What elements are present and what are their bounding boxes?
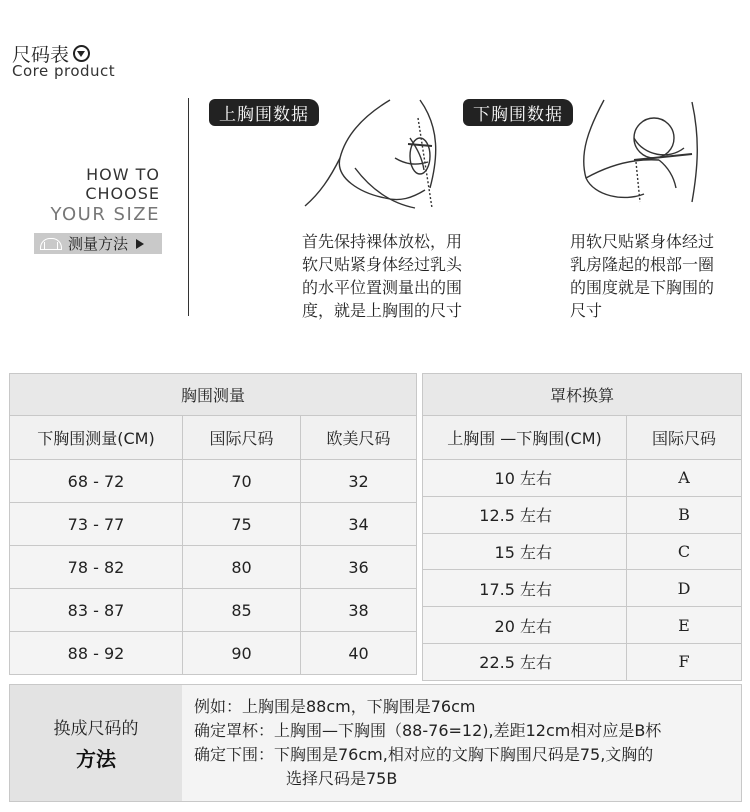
upper-desc-line: 的水平位置测量出的围 (302, 278, 463, 297)
table-cell: 36 (301, 546, 417, 589)
table-cell: 22.5 左右 (423, 643, 627, 680)
method-heading-line-1: 换成尺码的 (53, 719, 139, 739)
page-subtitle: Core product (12, 62, 116, 80)
table-cell: 85 (183, 589, 301, 632)
method-line: 确定罩杯：上胸围—下胸围（88-76=12),差距12cm相对应是B杯 (194, 721, 662, 740)
table-cell: 83 - 87 (10, 589, 183, 632)
table-cell: 15 左右 (423, 533, 627, 570)
how-line-3: YOUR SIZE (50, 204, 160, 225)
table-cell: 88 - 92 (10, 632, 183, 675)
table-cell: 12.5 左右 (423, 496, 627, 533)
table-cell: 73 - 77 (10, 503, 183, 546)
arrow-right-icon (136, 239, 144, 249)
table-title: 胸围测量 (10, 374, 417, 416)
table-cell: 38 (301, 589, 417, 632)
table-row (423, 533, 742, 570)
table-cell: 78 - 82 (10, 546, 183, 589)
table-cell: 34 (301, 503, 417, 546)
table-row (423, 643, 742, 680)
table-cell: 32 (301, 460, 417, 503)
table-cell: 40 (301, 632, 417, 675)
method-text (182, 685, 741, 801)
under-desc-line: 的围度就是下胸围的 (570, 278, 715, 297)
under-bust-description (570, 230, 714, 322)
table-row (10, 503, 417, 546)
method-line: 确定下围：下胸围是76cm,相对应的文胸下胸围尺码是75,文胸的 (194, 745, 654, 764)
table-cell: 10 左右 (423, 460, 627, 497)
table-cell: E (627, 607, 742, 644)
under-desc-line: 尺寸 (570, 301, 603, 320)
upper-bust-description (302, 230, 462, 322)
column-header: 国际尺码 (183, 416, 301, 460)
table-cell: 17.5 左右 (423, 570, 627, 607)
table-cell: A (627, 460, 742, 497)
divider-line (188, 98, 189, 316)
table-title: 罩杯换算 (423, 374, 742, 416)
table-cell: 90 (183, 632, 301, 675)
under-bust-label: 下胸围数据 (463, 99, 573, 126)
table-row (423, 570, 742, 607)
table-row (423, 460, 742, 497)
under-desc-line: 用软尺贴紧身体经过 (570, 232, 715, 251)
table-row (10, 460, 417, 503)
table-cell: 70 (183, 460, 301, 503)
size-method-box (9, 684, 742, 802)
table-cell: F (627, 643, 742, 680)
bust-measurement-table (9, 373, 417, 675)
upper-desc-line: 首先保持裸体放松，用 (302, 232, 463, 251)
how-to-choose (50, 166, 160, 226)
table-cell: C (627, 533, 742, 570)
upper-bust-illustration (300, 98, 460, 216)
method-heading-line-2: 方法 (76, 747, 116, 771)
column-header: 国际尺码 (627, 416, 742, 460)
table-cell: D (627, 570, 742, 607)
under-bust-illustration (574, 98, 706, 206)
upper-desc-line: 软尺贴紧身体经过乳头 (302, 255, 463, 274)
table-row (10, 632, 417, 675)
table-cell: B (627, 496, 742, 533)
table-cell: 80 (183, 546, 301, 589)
table-cell: 75 (183, 503, 301, 546)
chevron-down-icon (73, 45, 90, 62)
cup-conversion-table (422, 373, 742, 681)
table-cell: 68 - 72 (10, 460, 183, 503)
method-line: 选择尺码是75B (286, 769, 398, 788)
upper-bust-label: 上胸围数据 (209, 99, 319, 126)
how-line-1: HOW TO (86, 165, 160, 184)
under-desc-line: 乳房隆起的根部一圈 (570, 255, 715, 274)
table-row (10, 589, 417, 632)
upper-desc-line: 度，就是上胸围的尺寸 (302, 301, 463, 320)
column-header: 上胸围 —下胸围(CM) (423, 416, 627, 460)
table-row (423, 607, 742, 644)
measure-method-label: 测量方法 (68, 235, 129, 253)
how-line-2: CHOOSE (85, 184, 160, 203)
method-line: 例如：上胸围是88cm，下胸围是76cm (194, 697, 476, 716)
ruler-icon (40, 238, 62, 250)
table-cell: 20 左右 (423, 607, 627, 644)
table-row (10, 546, 417, 589)
title-text: 尺码表 (12, 44, 70, 66)
column-header: 下胸围测量(CM) (10, 416, 183, 460)
method-heading (10, 685, 182, 801)
column-header: 欧美尺码 (301, 416, 417, 460)
table-row (423, 496, 742, 533)
measure-method-tag (34, 233, 162, 254)
